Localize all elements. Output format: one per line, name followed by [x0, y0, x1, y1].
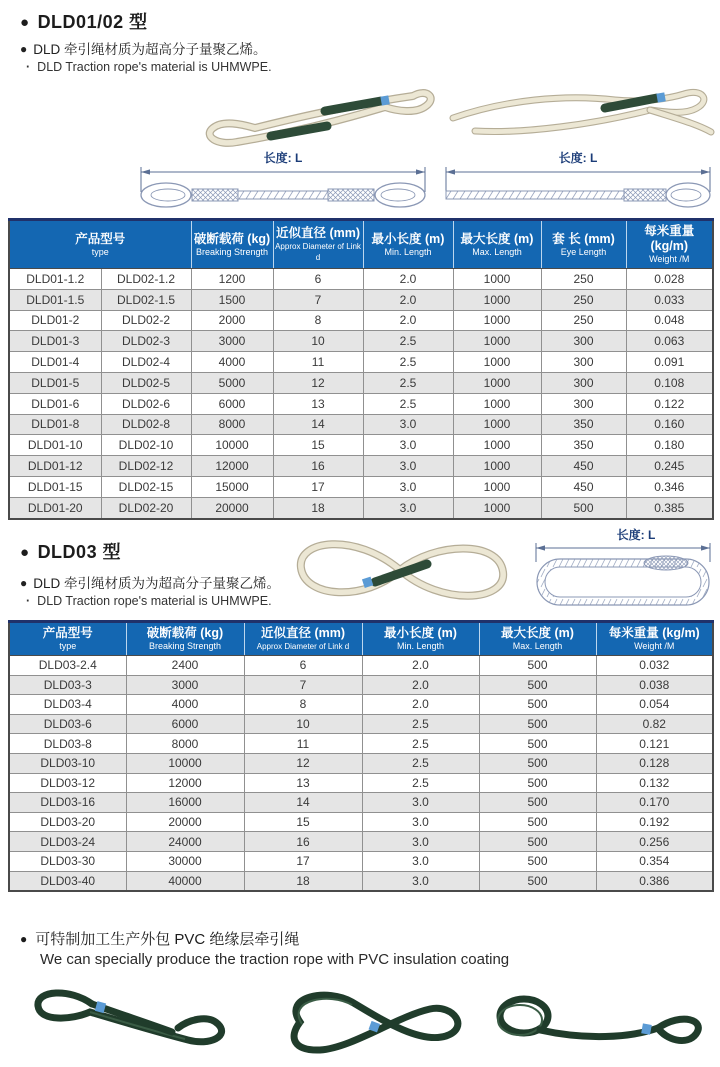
table-cell: 350 — [541, 435, 626, 456]
table-cell: 1000 — [453, 331, 541, 352]
dot-icon: · — [26, 594, 31, 608]
table-cell: 16 — [273, 456, 363, 477]
col-header-type: 产品型号 type — [9, 622, 126, 656]
table-cell: 2.5 — [363, 372, 453, 393]
table-row — [9, 456, 713, 477]
table-cell: DLD01-1.2 — [9, 269, 101, 290]
table-cell: DLD01-3 — [9, 331, 101, 352]
table-cell: 4000 — [126, 695, 244, 715]
table-cell: 13 — [273, 393, 363, 414]
table-cell: DLD03-4 — [9, 695, 126, 715]
table-cell: DLD02-20 — [101, 497, 191, 518]
table-cell: 500 — [479, 656, 596, 676]
col-header-breaking-strength: 破断载荷 (kg) Breaking Strength — [126, 622, 244, 656]
table-cell: 20000 — [126, 812, 244, 832]
table-cell: 0.121 — [596, 734, 713, 754]
table-cell: DLD03-10 — [9, 753, 126, 773]
table-cell: 2.5 — [362, 734, 479, 754]
table-cell: 2.5 — [363, 393, 453, 414]
table-row — [9, 753, 713, 773]
table-cell: DLD03-30 — [9, 851, 126, 871]
table-cell: 18 — [244, 871, 362, 891]
table-cell: DLD02-3 — [101, 331, 191, 352]
table-cell: 15 — [244, 812, 362, 832]
table-cell: 2400 — [126, 656, 244, 676]
section3-heading-cn: ● 可特制加工生产外包 PVC 绝缘层牵引绳 — [20, 931, 300, 948]
table-cell: DLD01-2 — [9, 310, 101, 331]
col-header-eye-length: 套 长 (mm) Eye Length — [541, 220, 626, 269]
table-row — [9, 812, 713, 832]
table-cell: DLD02-5 — [101, 372, 191, 393]
length-label: 长度: L — [558, 151, 598, 165]
table-row — [9, 497, 713, 518]
table-row — [9, 695, 713, 715]
table-cell: 1000 — [453, 310, 541, 331]
table-cell: 0.385 — [626, 497, 713, 518]
dld01-02-spec-table — [8, 218, 714, 520]
table-cell: 0.054 — [596, 695, 713, 715]
table-cell: 14 — [273, 414, 363, 435]
table-row — [9, 352, 713, 373]
table-cell: 12000 — [126, 773, 244, 793]
table-cell: 0.256 — [596, 832, 713, 852]
table-cell: 0.354 — [596, 851, 713, 871]
table-cell: 0.033 — [626, 289, 713, 310]
table-cell: 0.108 — [626, 372, 713, 393]
section2-title: ● DLD03 型 — [20, 542, 122, 562]
table-cell: 2.0 — [362, 695, 479, 715]
table-cell: 300 — [541, 372, 626, 393]
section1-material-cn: ● DLD 牵引绳材质为超高分子量聚乙烯。 — [20, 42, 267, 57]
table-cell: DLD02-8 — [101, 414, 191, 435]
rope-diagram-endless-loop — [528, 528, 718, 612]
table-cell: 4000 — [191, 352, 273, 373]
table-cell: 1000 — [453, 393, 541, 414]
table-cell: 500 — [479, 695, 596, 715]
table-cell: 2000 — [191, 310, 273, 331]
table-cell: 1000 — [453, 414, 541, 435]
table-cell: DLD02-6 — [101, 393, 191, 414]
table-cell: DLD01-1.5 — [9, 289, 101, 310]
table-cell: 13 — [244, 773, 362, 793]
bullet-icon: ● — [20, 932, 28, 946]
bullet-icon: ● — [20, 544, 30, 561]
table-cell: 3.0 — [363, 497, 453, 518]
pvc-rope-photos — [0, 982, 720, 1067]
table-cell: 1000 — [453, 435, 541, 456]
table-cell: 30000 — [126, 851, 244, 871]
table-row — [9, 414, 713, 435]
table-cell: DLD01-10 — [9, 435, 101, 456]
table-cell: 11 — [273, 352, 363, 373]
table-cell: 0.245 — [626, 456, 713, 477]
table-cell: 450 — [541, 456, 626, 477]
rope-photo-double-eye — [175, 84, 441, 154]
table-cell: 0.192 — [596, 812, 713, 832]
table-cell: DLD02-12 — [101, 456, 191, 477]
table-row — [9, 871, 713, 891]
splice-mesh — [192, 189, 238, 201]
table-row — [9, 372, 713, 393]
table-cell: 2.0 — [362, 656, 479, 676]
table-cell: DLD03-3 — [9, 675, 126, 695]
col-header-max-length: 最大长度 (m) Max. Length — [453, 220, 541, 269]
table-cell: 16000 — [126, 793, 244, 813]
table-cell: DLD03-12 — [9, 773, 126, 793]
table-cell: 450 — [541, 476, 626, 497]
table-cell: 2.5 — [362, 714, 479, 734]
col-header-diameter: 近似直径 (mm) Approx Diameter of Link d — [273, 220, 363, 269]
table-cell: 12 — [273, 372, 363, 393]
table-cell: 12000 — [191, 456, 273, 477]
table-cell: 2.0 — [363, 289, 453, 310]
table-cell: 500 — [479, 871, 596, 891]
table-cell: 8000 — [191, 414, 273, 435]
arrowhead-right-icon — [701, 169, 710, 174]
section2-material-cn: ● DLD 牵引绳材质为为超高分子量聚乙烯。 — [20, 576, 281, 591]
table-cell: 7 — [273, 289, 363, 310]
table-header-row — [9, 220, 713, 269]
rope-tag — [380, 95, 389, 105]
table-cell: 500 — [479, 793, 596, 813]
rope-photo-figure-eight — [275, 520, 525, 618]
col-header-min-length: 最小长度 (m) Min. Length — [363, 220, 453, 269]
table-cell: 2.0 — [363, 269, 453, 290]
table-cell: 1000 — [453, 269, 541, 290]
table-cell: 1000 — [453, 372, 541, 393]
table-cell: DLD03-6 — [9, 714, 126, 734]
table-cell: 8 — [273, 310, 363, 331]
table-cell: 0.048 — [626, 310, 713, 331]
table-cell: 0.132 — [596, 773, 713, 793]
table-cell: DLD01-5 — [9, 372, 101, 393]
table-cell: 300 — [541, 331, 626, 352]
table-cell: 0.386 — [596, 871, 713, 891]
table-cell: 500 — [479, 812, 596, 832]
table-cell: 0.028 — [626, 269, 713, 290]
table-cell: DLD02-1.5 — [101, 289, 191, 310]
table-cell: 15000 — [191, 476, 273, 497]
table-cell: 10000 — [191, 435, 273, 456]
dot-icon: · — [26, 60, 31, 74]
pvc-rope-two-eye — [38, 993, 222, 1042]
arrowhead-left-icon — [536, 545, 545, 550]
table-cell: 0.160 — [626, 414, 713, 435]
table-cell: 6 — [244, 656, 362, 676]
table-cell: 0.122 — [626, 393, 713, 414]
table-row — [9, 734, 713, 754]
table-cell: 3.0 — [363, 435, 453, 456]
arrowhead-left-icon — [446, 169, 455, 174]
section1-title: ● DLD01/02 型 — [20, 12, 148, 32]
section1-material-en: · DLD Traction rope's material is UHMWPE. — [26, 60, 272, 74]
table-cell: 2.5 — [363, 352, 453, 373]
table-row — [9, 656, 713, 676]
table-cell: 16 — [244, 832, 362, 852]
table-cell: 18 — [273, 497, 363, 518]
table-cell: 3.0 — [363, 476, 453, 497]
table-cell: 8 — [244, 695, 362, 715]
table-cell: 250 — [541, 310, 626, 331]
table-cell: 0.346 — [626, 476, 713, 497]
pvc-rope-coil — [498, 999, 698, 1041]
table-cell: 2.0 — [363, 310, 453, 331]
arrowhead-right-icon — [416, 169, 425, 174]
bullet-icon: ● — [20, 42, 28, 56]
col-header-weight: 每米重量 (kg/m) Weight /M — [596, 622, 713, 656]
table-cell: 3.0 — [362, 793, 479, 813]
section3-heading-en: We can specially produce the traction rope with PVC insulation coating — [40, 951, 510, 968]
table-cell: DLD02-15 — [101, 476, 191, 497]
table-cell: 1000 — [453, 476, 541, 497]
splice-mesh — [624, 189, 666, 201]
table-cell: 6 — [273, 269, 363, 290]
table-cell: 17 — [273, 476, 363, 497]
table-cell: 250 — [541, 269, 626, 290]
table-cell: 350 — [541, 414, 626, 435]
table-cell: 500 — [479, 851, 596, 871]
table-cell: DLD03-2.4 — [9, 656, 126, 676]
table-row — [9, 331, 713, 352]
rope-photo-single-eye — [445, 86, 715, 148]
table-cell: 40000 — [126, 871, 244, 891]
table-cell: 2.5 — [362, 753, 479, 773]
table-cell: 500 — [479, 734, 596, 754]
table-cell: 24000 — [126, 832, 244, 852]
col-header-weight: 每米重量 (kg/m) Weight /M — [626, 220, 713, 269]
rope-sleeve — [271, 126, 327, 136]
table-cell: 15 — [273, 435, 363, 456]
table-cell: 500 — [479, 832, 596, 852]
table-cell: 1500 — [191, 289, 273, 310]
pvc-rope-figure-eight — [294, 995, 458, 1050]
table-cell: 0.038 — [596, 675, 713, 695]
table-row — [9, 289, 713, 310]
table-cell: 500 — [479, 753, 596, 773]
table-cell: DLD01-20 — [9, 497, 101, 518]
table-cell: DLD01-12 — [9, 456, 101, 477]
table-cell: 500 — [541, 497, 626, 518]
table-cell: 10000 — [126, 753, 244, 773]
table-cell: 3.0 — [362, 871, 479, 891]
col-header-max-length: 最大长度 (m) Max. Length — [479, 622, 596, 656]
length-label: 长度: L — [616, 528, 656, 542]
table-cell: 0.170 — [596, 793, 713, 813]
table-row — [9, 393, 713, 414]
table-cell: DLD02-10 — [101, 435, 191, 456]
table-row — [9, 476, 713, 497]
table-cell: 2.0 — [362, 675, 479, 695]
rope-tag — [641, 1023, 652, 1034]
table-cell: DLD01-4 — [9, 352, 101, 373]
table-cell: 0.128 — [596, 753, 713, 773]
table-cell: 1000 — [453, 352, 541, 373]
table-row — [9, 793, 713, 813]
table-cell: 0.032 — [596, 656, 713, 676]
rope-diagram-one-eye — [438, 150, 718, 214]
table-cell: 11 — [244, 734, 362, 754]
table-cell: 300 — [541, 393, 626, 414]
col-header-type: 产品型号 type — [9, 220, 191, 269]
table-cell: 6000 — [126, 714, 244, 734]
table-cell: DLD02-2 — [101, 310, 191, 331]
table-cell: 3.0 — [362, 812, 479, 832]
table-cell: 3.0 — [363, 414, 453, 435]
table-cell: 1000 — [453, 497, 541, 518]
table-cell: 2.5 — [363, 331, 453, 352]
table-cell: 7 — [244, 675, 362, 695]
table-row — [9, 310, 713, 331]
table-header-row — [9, 622, 713, 656]
splice-mesh — [644, 556, 688, 570]
length-label: 长度: L — [263, 151, 303, 165]
table-cell: 0.091 — [626, 352, 713, 373]
col-header-min-length: 最小长度 (m) Min. Length — [362, 622, 479, 656]
table-cell: 1200 — [191, 269, 273, 290]
table-cell: DLD03-40 — [9, 871, 126, 891]
table-cell: 10 — [244, 714, 362, 734]
table-cell: 3000 — [126, 675, 244, 695]
table-cell: 1000 — [453, 456, 541, 477]
table-cell: 20000 — [191, 497, 273, 518]
col-header-diameter: 近似直径 (mm) Approx Diameter of Link d — [244, 622, 362, 656]
table-cell: 500 — [479, 773, 596, 793]
table-cell: 0.82 — [596, 714, 713, 734]
table-row — [9, 851, 713, 871]
table-cell: 17 — [244, 851, 362, 871]
table-cell: 3.0 — [362, 832, 479, 852]
section2-material-en: · DLD Traction rope's material is UHMWPE. — [26, 594, 272, 608]
table-row — [9, 773, 713, 793]
dld03-spec-table — [8, 620, 714, 892]
table-cell: 5000 — [191, 372, 273, 393]
table-cell: DLD03-16 — [9, 793, 126, 813]
table-cell: DLD01-8 — [9, 414, 101, 435]
table-cell: 6000 — [191, 393, 273, 414]
arrowhead-right-icon — [701, 545, 710, 550]
col-header-breaking-strength: 破断载荷 (kg) Breaking Strength — [191, 220, 273, 269]
table-row — [9, 714, 713, 734]
table-row — [9, 832, 713, 852]
bullet-icon: ● — [20, 576, 28, 590]
arrowhead-left-icon — [141, 169, 150, 174]
table-cell: 3.0 — [363, 456, 453, 477]
table-cell: 300 — [541, 352, 626, 373]
table-cell: DLD02-4 — [101, 352, 191, 373]
table-cell: 3.0 — [362, 851, 479, 871]
table-cell: 3000 — [191, 331, 273, 352]
table-cell: 14 — [244, 793, 362, 813]
splice-mesh — [328, 189, 374, 201]
table-cell: 500 — [479, 714, 596, 734]
table-cell: DLD01-15 — [9, 476, 101, 497]
table-cell: 0.180 — [626, 435, 713, 456]
table-row — [9, 675, 713, 695]
table-cell: DLD03-8 — [9, 734, 126, 754]
table-cell: DLD03-20 — [9, 812, 126, 832]
rope-tag — [656, 92, 665, 102]
table-cell: DLD02-1.2 — [101, 269, 191, 290]
table-cell: 2.5 — [362, 773, 479, 793]
table-cell: 250 — [541, 289, 626, 310]
table-row — [9, 269, 713, 290]
table-cell: DLD01-6 — [9, 393, 101, 414]
table-cell: 500 — [479, 675, 596, 695]
table-cell: 1000 — [453, 289, 541, 310]
rope-diagram-two-eyes — [133, 150, 433, 214]
table-cell: 10 — [273, 331, 363, 352]
table-row — [9, 435, 713, 456]
table-cell: 12 — [244, 753, 362, 773]
table-cell: DLD03-24 — [9, 832, 126, 852]
table-cell: 8000 — [126, 734, 244, 754]
table-cell: 0.063 — [626, 331, 713, 352]
bullet-icon: ● — [20, 14, 30, 31]
